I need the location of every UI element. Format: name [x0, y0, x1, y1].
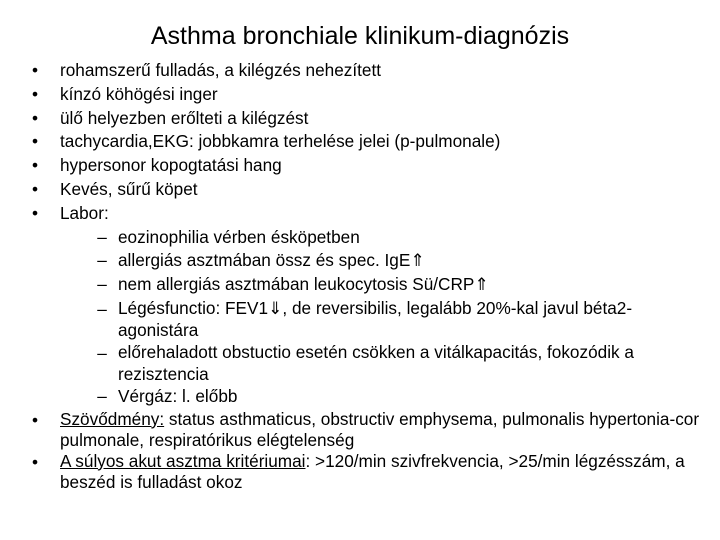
- bullet-icon: •: [31, 131, 39, 152]
- bullet-icon: •: [31, 155, 39, 176]
- list-item-text: hypersonor kopogtatási hang: [60, 155, 282, 176]
- criteria-item: [28, 451, 700, 493]
- criteria-label: A súlyos akut asztma kritériumai: [60, 450, 306, 471]
- complication-item: [28, 409, 700, 451]
- labor-colon: :: [103, 202, 109, 223]
- list-item: [28, 59, 700, 83]
- dash-icon: –: [97, 250, 107, 271]
- dash-icon: –: [97, 274, 107, 295]
- list-item: [28, 107, 700, 131]
- bullet-icon: •: [31, 83, 39, 104]
- sub-list-item-text: allergiás asztmában össz és spec. IgE⇑: [118, 250, 425, 271]
- sub-list-item: [28, 385, 700, 409]
- bullet-icon: •: [31, 202, 39, 223]
- list-item-text: rohamszerű fulladás, a kilégzés nehezített: [60, 60, 382, 80]
- sub-list-item-text: Vérgáz: l. előbb: [118, 385, 238, 406]
- list-item-text: ülő helyezben erőlteti a kilégzést: [60, 107, 309, 128]
- sub-list-item-text: eozinophilia vérben ésköpetben: [118, 226, 360, 247]
- bullet-icon: •: [31, 178, 39, 199]
- bullet-icon: •: [31, 107, 39, 128]
- complication-text: status asthmaticus, obstructiv emphysema, pulmonalis hypertonia-cor pulmonale, respiratórikus elégtelenség: [60, 408, 700, 450]
- list-item: [28, 130, 700, 154]
- dash-icon: –: [97, 342, 107, 363]
- labor-item: [28, 202, 700, 226]
- sub-list-item-text: Légésfunctio: FEV1⇓, de reversibilis, legalább 20%-kal javul béta2-agonistára: [118, 297, 633, 340]
- list-item: [28, 83, 700, 107]
- list-item: [28, 178, 700, 202]
- list-item-text: Kevés, sűrű köpet: [60, 178, 198, 199]
- sub-list-item-text: nem allergiás asztmában leukocytosis Sü/CRP⇑: [118, 274, 489, 295]
- slide-title: Asthma bronchiale klinikum-diagnózis: [150, 22, 570, 50]
- complication-label: Szövődmény:: [60, 408, 165, 429]
- bullet-icon: •: [31, 409, 39, 430]
- sub-list-item: [28, 226, 700, 250]
- sub-list-item: [28, 341, 700, 385]
- sub-list-item-text: előrehaladott obstuctio esetén csökken a vitálkapacitás, fokozódik a rezisztencia: [118, 341, 634, 384]
- bullet-icon: •: [31, 451, 39, 472]
- bullet-list: [28, 59, 700, 493]
- dash-icon: –: [97, 226, 107, 247]
- dash-icon: –: [97, 385, 107, 406]
- list-item: [28, 154, 700, 178]
- list-item-text: kínzó köhögési inger: [60, 83, 218, 104]
- sub-list-item: [28, 273, 700, 297]
- dash-icon: –: [97, 298, 107, 319]
- criteria-text: : >120/min szivfrekvencia, >25/min légzésszám, a beszéd is fulladást okoz: [60, 450, 685, 492]
- bullet-icon: •: [31, 60, 39, 80]
- sub-list-item: [28, 249, 700, 273]
- sub-list-item: [28, 297, 700, 341]
- list-item-text: tachycardia,EKG: jobbkamra terhelése jelei (p-pulmonale): [60, 131, 501, 152]
- labor-label: Labor: [60, 202, 104, 223]
